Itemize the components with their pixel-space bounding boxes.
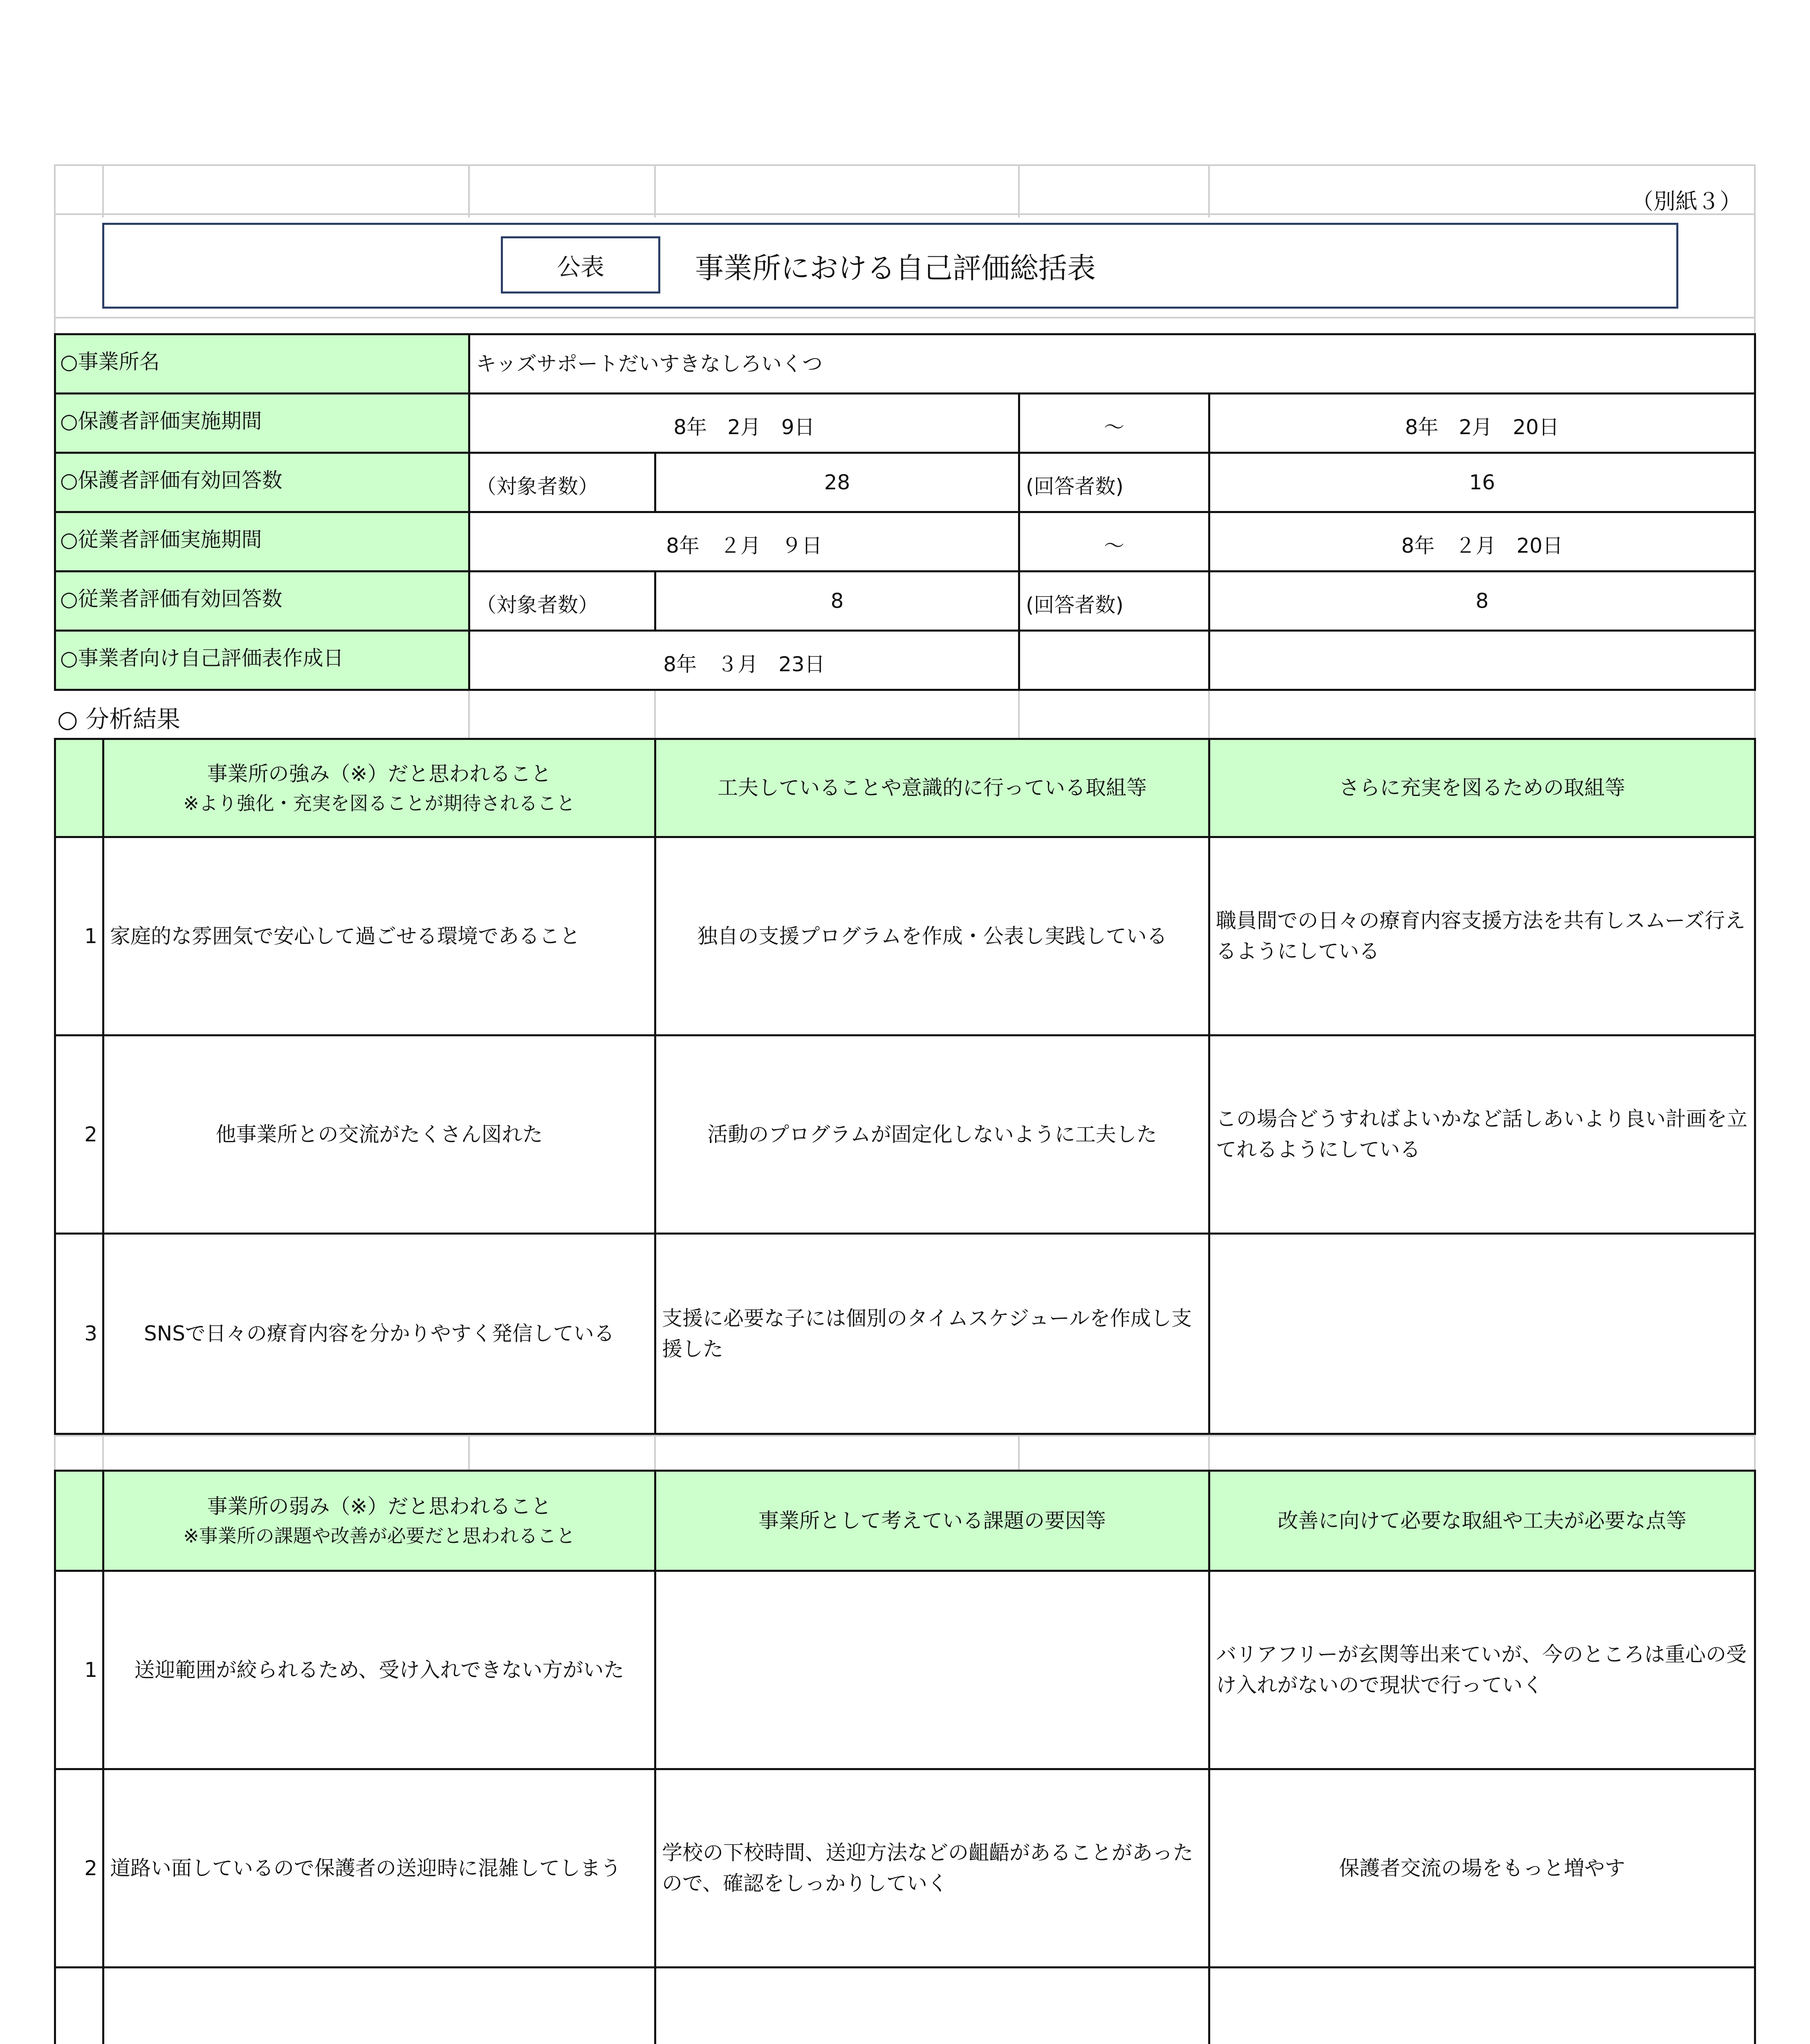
grid-line — [1754, 691, 1756, 740]
grid-line — [1754, 1435, 1756, 1472]
grid-line — [654, 691, 656, 740]
guardian-response-label: (回答者数) — [1018, 452, 1210, 513]
strength-enhancement: 職員間での日々の療育内容支援方法を共有しスムーズ行えるようにしている — [1208, 836, 1756, 1036]
strengths-header-corner — [54, 738, 104, 838]
staff-valid-label: ○従業者評価有効回答数 — [54, 570, 470, 632]
strengths-header-col3: さらに充実を図るための取組等 — [1208, 738, 1756, 838]
created-date-value: 8年 ３月 23日 — [468, 630, 1020, 691]
analysis-label: ○ 分析結果 — [57, 705, 181, 733]
weaknesses-col1-subtitle: ※事業所の課題や改善が必要だと思われること — [183, 1525, 575, 1547]
empty-cell — [1018, 630, 1210, 691]
page-title: 事業所における自己評価総括表 — [695, 251, 1096, 285]
weaknesses-col1-title: 事業所の弱み（※）だと思われること — [207, 1495, 552, 1518]
grid-line — [54, 164, 1756, 166]
weakness-cause: 学校の下校時間、送迎方法などの齟齬があることがあったので、確認をしっかりしていく — [654, 1768, 1210, 1968]
strengths-col1-title: 事業所の強み（※）だと思われること — [207, 762, 552, 786]
guardian-period-separator: ～ — [1018, 392, 1210, 454]
guardian-target-value: 28 — [654, 452, 1020, 513]
grid-line — [468, 691, 470, 740]
weakness-cause — [654, 1966, 1210, 2044]
grid-line — [54, 1435, 1756, 1437]
strength-enhancement: この場合どうすればよいかなど話しあいより良い計画を立てれるようにしている — [1208, 1034, 1756, 1235]
grid-line — [468, 164, 470, 217]
staff-period-separator: ～ — [1018, 511, 1210, 572]
grid-line — [102, 164, 104, 217]
weakness-improvement: 保護者交流の場をもっと増やす — [1208, 1768, 1756, 1968]
grid-line — [102, 1435, 104, 1472]
grid-line — [1208, 691, 1210, 740]
grid-line — [1018, 1435, 1020, 1472]
grid-line — [654, 164, 656, 217]
staff-period-end: 8年 ２月 20日 — [1208, 511, 1756, 572]
grid-line — [1018, 164, 1020, 217]
office-name-label: ○事業所名 — [54, 333, 470, 394]
grid-line — [54, 213, 1756, 215]
weakness-improvement: バリアフリーが玄関等出来ていが、今のところは重心の受け入れがないので現状で行っていく — [1208, 1570, 1756, 1770]
guardian-period-label: ○保護者評価実施期間 — [54, 392, 470, 454]
strength-item: 他事業所との交流がたくさん図れた — [102, 1034, 656, 1235]
row-number: 1 — [54, 836, 104, 1036]
grid-line — [1208, 1435, 1210, 1472]
weakness-item: 送迎範囲が絞られるため、受け入れできない方がいた — [102, 1570, 656, 1770]
strength-effort: 独自の支援プログラムを作成・公表し実践している — [654, 836, 1210, 1036]
grid-line — [1754, 164, 1756, 336]
public-badge: 公表 — [501, 236, 660, 294]
weaknesses-header-corner — [54, 1470, 104, 1572]
grid-line — [54, 317, 1756, 318]
weaknesses-header-col3: 改善に向けて必要な取組や工夫が必要な点等 — [1208, 1470, 1756, 1572]
guardian-period-start: 8年 2月 9日 — [468, 392, 1020, 454]
guardian-valid-label: ○保護者評価有効回答数 — [54, 452, 470, 513]
grid-line — [468, 1435, 470, 1472]
strengths-header-col1 — [102, 738, 656, 838]
guardian-period-end: 8年 2月 20日 — [1208, 392, 1756, 454]
guardian-target-label: （対象者数） — [468, 452, 656, 513]
staff-period-start: 8年 ２月 ９日 — [468, 511, 1020, 572]
row-number: 2 — [54, 1768, 104, 1968]
row-number: 2 — [54, 1034, 104, 1235]
staff-target-value: 8 — [654, 570, 1020, 632]
strength-item: 家庭的な雰囲気で安心して過ごせる環境であること — [102, 836, 656, 1036]
empty-cell — [1208, 630, 1756, 691]
strength-enhancement — [1208, 1233, 1756, 1435]
grid-line — [54, 164, 56, 336]
weaknesses-header-col1 — [102, 1470, 656, 1572]
grid-line — [654, 1435, 656, 1472]
weakness-item — [102, 1966, 656, 2044]
staff-response-value: 8 — [1208, 570, 1756, 632]
strength-effort: 活動のプログラムが固定化しないように工夫した — [654, 1034, 1210, 1235]
created-date-label: ○事業者向け自己評価表作成日 — [54, 630, 470, 691]
attachment-label: （別紙３） — [1631, 188, 1742, 214]
staff-period-label: ○従業者評価実施期間 — [54, 511, 470, 572]
staff-target-label: （対象者数） — [468, 570, 656, 632]
strengths-col1-subtitle: ※より強化・充実を図ることが期待されること — [183, 792, 575, 814]
weakness-cause — [654, 1570, 1210, 1770]
weakness-improvement — [1208, 1966, 1756, 2044]
strength-effort: 支援に必要な子には個別のタイムスケジュールを作成し支援した — [654, 1233, 1210, 1435]
row-number: 3 — [54, 1233, 104, 1435]
row-number: 1 — [54, 1570, 104, 1770]
weakness-item: 道路い面しているので保護者の送迎時に混雑してしまう — [102, 1768, 656, 1968]
staff-response-label: (回答者数) — [1018, 570, 1210, 632]
grid-line — [1018, 691, 1020, 740]
grid-line — [54, 1435, 56, 1472]
row-number — [54, 1966, 104, 2044]
strength-item: SNSで日々の療育内容を分かりやすく発信している — [102, 1233, 656, 1435]
grid-line — [1208, 164, 1210, 217]
strengths-header-col2: 工夫していることや意識的に行っている取組等 — [654, 738, 1210, 838]
weaknesses-header-col2: 事業所として考えている課題の要因等 — [654, 1470, 1210, 1572]
office-name-value: キッズサポートだいすきなしろいくつ — [468, 333, 1756, 394]
guardian-response-value: 16 — [1208, 452, 1756, 513]
